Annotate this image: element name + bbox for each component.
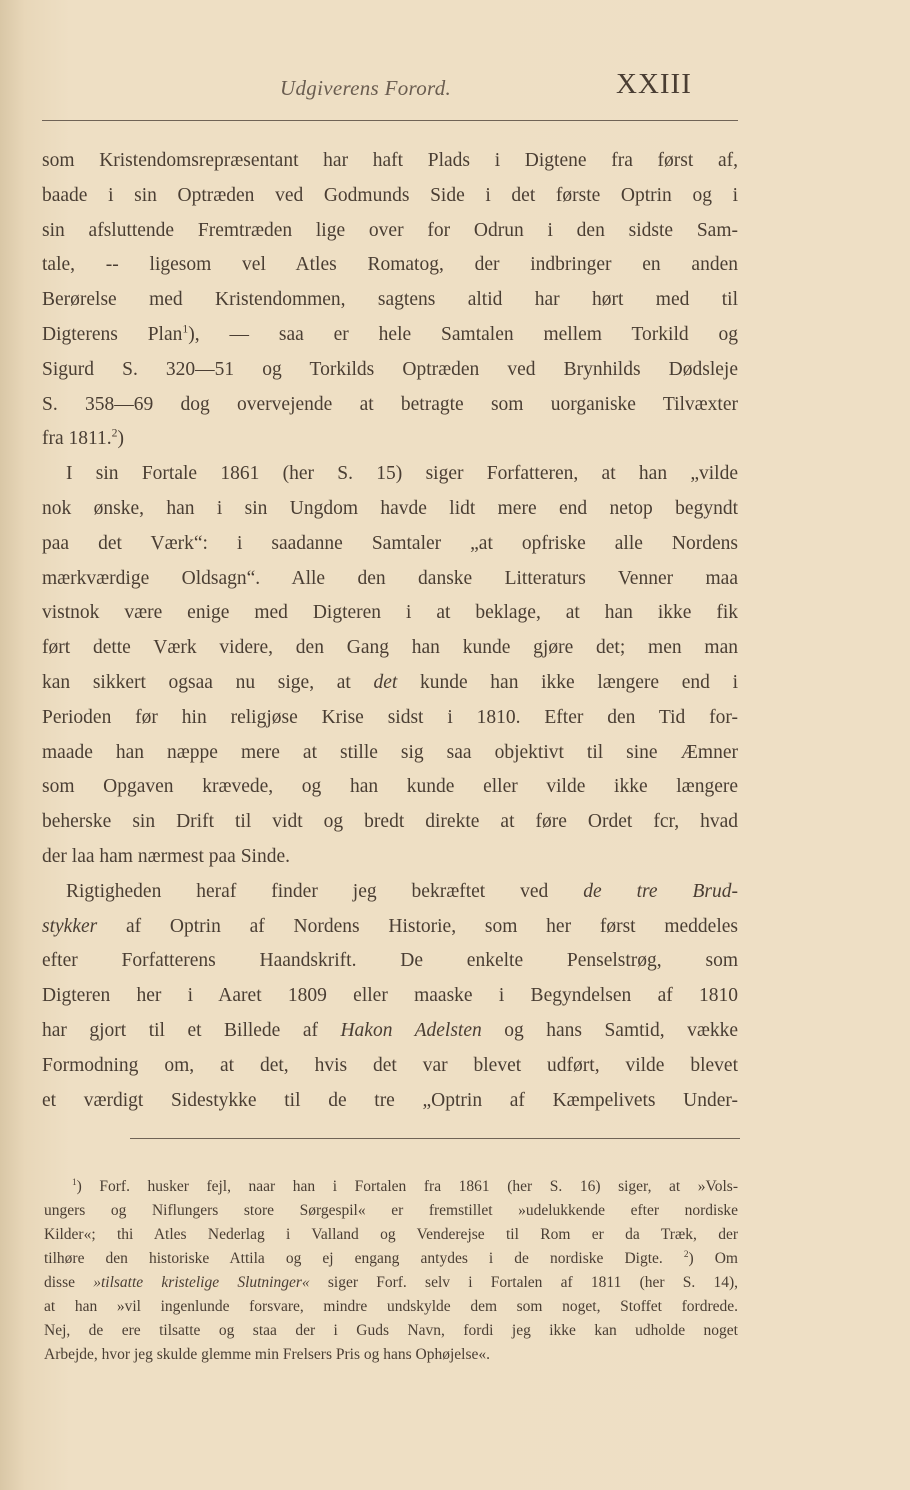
text-run: der laa ham nærmest paa Sinde. (42, 845, 291, 867)
italic-text: det (373, 671, 398, 693)
text-run: Sigurd S. 320—51 og Torkilds Optræden ved Brynhilds Dødsleje (42, 358, 738, 380)
italic-text: Hakon Adelsten (340, 1019, 482, 1041)
text-run: mærkværdige Oldsagn“. Alle den danske Litteraturs Venner maa (42, 567, 738, 589)
text-run: ) Forf. husker fejl, naar han i Fortalen fra 1861 (her S. 16) siger, at »Vols- (76, 1178, 738, 1195)
body-line (42, 179, 738, 214)
text-run: tilhøre den historiske Attila og ej engang antydes i de nordiske Digte. (44, 1250, 684, 1267)
body-line (42, 248, 738, 283)
footnote-line (44, 1319, 738, 1343)
text-run: kunde han ikke længere end i (397, 671, 738, 693)
text-run: Perioden før hin religjøse Krise sidst i 1810. Efter den Tid for- (42, 706, 738, 728)
body-line (42, 422, 738, 457)
text-run: Berørelse med Kristendommen, sagtens altid har hørt med til (42, 289, 738, 311)
body-line (42, 631, 738, 666)
body-line (42, 283, 738, 318)
text-run: ) Om (688, 1250, 738, 1267)
body-line (42, 805, 738, 840)
text-run: S. 358—69 dog overvejende at betragte som uorganiske Tilvæxter (42, 393, 738, 415)
text-run: Digteren her i Aaret 1809 eller maaske i Begyndelsen af 1810 (42, 985, 738, 1007)
body-text (42, 144, 738, 1118)
text-run: ) (117, 428, 125, 450)
italic-text: stykker (42, 915, 98, 937)
body-line (42, 214, 738, 249)
text-run: Formodning om, at det, hvis det var blevet udført, vilde blevet (42, 1054, 738, 1076)
text-run: nok ønske, han i sin Ungdom havde lidt mere end netop begyndt (42, 497, 738, 519)
text-run: ført dette Værk videre, den Gang han kunde gjøre det; men man (42, 637, 738, 659)
body-line (42, 840, 738, 875)
body-line (42, 1014, 738, 1049)
text-run: som Opgaven krævede, og han kunde eller vilde ikke længere (42, 776, 738, 798)
body-line (42, 492, 738, 527)
italic-text: »tilsatte kristelige Slutninger« (93, 1274, 310, 1291)
text-run: ungers og Niflungers store Sørgespil« er fremstillet »udelukkende efter nordiske (44, 1202, 738, 1219)
footnote-line (44, 1343, 738, 1367)
body-line (42, 770, 738, 805)
body-line (42, 527, 738, 562)
body-line (42, 666, 738, 701)
text-run: efter Forfatterens Haandskrift. De enkelte Penselstrøg, som (42, 950, 738, 972)
body-line (42, 910, 738, 945)
header-rule (42, 120, 738, 121)
text-run: disse (44, 1274, 94, 1291)
text-run: fra 1811. (42, 428, 112, 450)
footnote-line (44, 1247, 738, 1271)
body-line (42, 875, 738, 910)
footnote-line (44, 1295, 738, 1319)
text-run: Kilder«; thi Atles Nederlag i Valland og Venderejse til Rom er da Træk, der (44, 1226, 738, 1243)
text-run: maade han næppe mere at stille sig saa objektivt til sine Æmner (42, 741, 738, 763)
body-line (42, 1084, 738, 1119)
text-run: Nej, de ere tilsatte og staa der i Guds Navn, fordi jeg ikke kan udholde noget (44, 1322, 738, 1339)
body-line (42, 701, 738, 736)
body-line (42, 944, 738, 979)
body-line (42, 596, 738, 631)
footnote-marker: 1 (72, 1177, 77, 1188)
text-run: som Kristendomsrepræsentant har haft Plads i Digtene fra først af, (42, 150, 738, 171)
footnote-marker: 2 (111, 426, 118, 440)
text-run: siger Forf. selv i Fortalen af 1811 (her S. 14), (309, 1274, 739, 1291)
text-run: et værdigt Sidestykke til de tre „Optrin af Kæmpelivets Under- (42, 1089, 738, 1111)
body-line (42, 388, 738, 423)
body-line (42, 318, 738, 353)
text-run: ), — saa er hele Samtalen mellem Torkild og (188, 323, 739, 345)
body-line (42, 144, 738, 179)
footnote-marker: 2 (683, 1249, 689, 1260)
body-line (42, 562, 738, 597)
body-line (42, 979, 738, 1014)
body-line (42, 353, 738, 388)
footnotes (44, 1175, 738, 1367)
body-line (42, 457, 738, 492)
footnote-line (44, 1199, 738, 1223)
text-run: tale, -- ligesom vel Atles Romatog, der indbringer en anden (42, 254, 738, 276)
text-run: kan sikkert ogsaa nu sige, at (42, 671, 374, 693)
text-run: baade i sin Optræden ved Godmunds Side i det første Optrin og i (42, 184, 738, 206)
text-run: vistnok være enige med Digteren i at beklage, at han ikke fik (42, 602, 738, 624)
body-line (42, 1049, 738, 1084)
text-run: og hans Samtid, vække (481, 1019, 738, 1041)
running-title: Udgiverens Forord. (280, 76, 452, 100)
text-run: Arbejde, hvor jeg skulde glemme min Frelsers Pris og hans Ophøjelse«. (44, 1346, 490, 1363)
italic-text: de tre Brud- (583, 880, 739, 902)
footnote-line (44, 1175, 738, 1199)
footnote-line (44, 1271, 738, 1295)
text-run: I sin Fortale 1861 (her S. 15) siger Forfatteren, at han „vilde (66, 463, 738, 485)
text-run: sin afsluttende Fremtræden lige over for Odrun i den sidste Sam- (42, 219, 738, 241)
text-run: har gjort til et Billede af (42, 1019, 341, 1041)
text-run: paa det Værk“: i saadanne Samtaler „at opfriske alle Nordens (42, 532, 738, 554)
text-run: beherske sin Drift til vidt og bredt direkte at føre Ordet fcr, hvad (42, 811, 738, 833)
text-run: Rigtigheden heraf finder jeg bekræftet ved (66, 880, 584, 902)
page-number: XXIII (616, 68, 692, 100)
text-run: Digterens Plan (42, 323, 183, 345)
footnote-rule (130, 1138, 740, 1139)
footnote-marker: 1 (182, 322, 189, 336)
body-line (42, 736, 738, 771)
footnote-line (44, 1223, 738, 1247)
text-run: af Optrin af Nordens Historie, som her først meddeles (97, 915, 738, 937)
text-run: at han »vil ingenlunde forsvare, mindre undskylde dem som noget, Stoffet fordrede. (44, 1298, 738, 1315)
